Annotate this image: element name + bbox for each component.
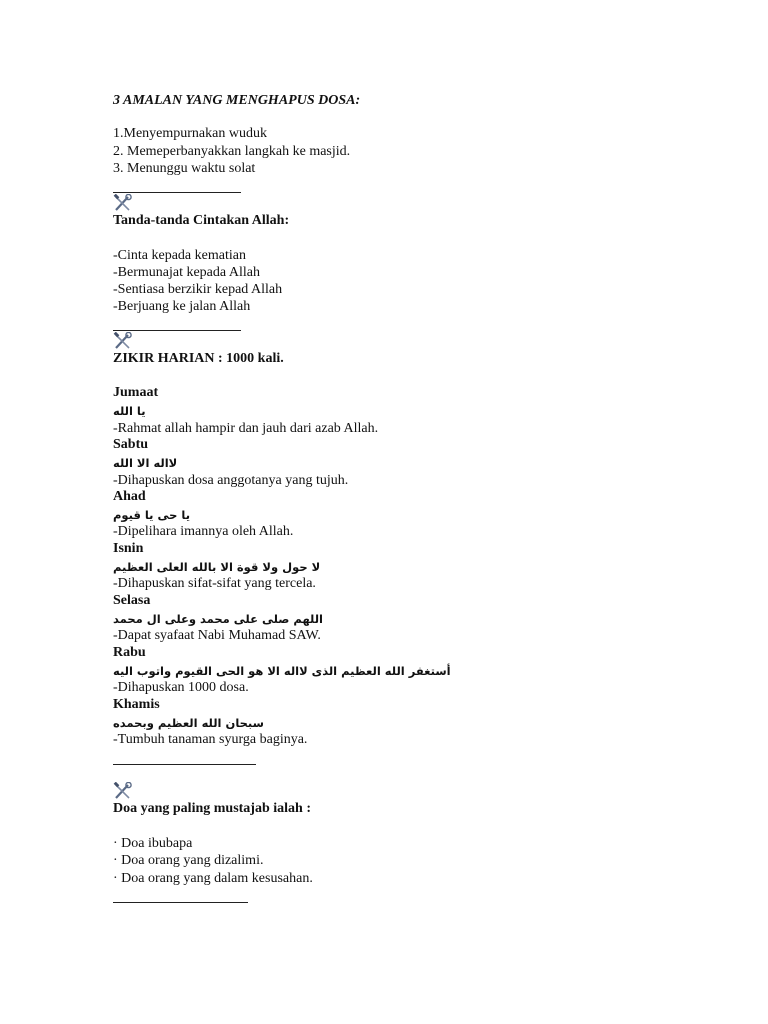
- zikir-day: Jumaat: [113, 385, 159, 400]
- amalan-item: 2. Memeperbanyakkan langkah ke masjid.: [113, 144, 351, 159]
- tools-icon: [113, 782, 133, 800]
- zikir-arabic: لااله الا الله: [113, 456, 178, 470]
- zikir-benefit: -Dihapuskan dosa anggotanya yang tujuh.: [113, 473, 349, 488]
- zikir-day: Selasa: [113, 593, 151, 608]
- divider: [113, 902, 248, 903]
- zikir-arabic: سبحان الله العظيم وبحمده: [113, 716, 264, 730]
- zikir-day: Khamis: [113, 697, 160, 712]
- doa-item: · Doa ibubapa: [113, 836, 193, 851]
- doa-item: · Doa orang yang dizalimi.: [113, 853, 264, 868]
- zikir-benefit: -Tumbuh tanaman syurga baginya.: [113, 732, 308, 747]
- zikir-day: Ahad: [113, 489, 146, 504]
- tools-icon: [113, 194, 133, 212]
- tools-icon: [113, 332, 133, 350]
- cinta-heading: Tanda-tanda Cintakan Allah:: [113, 213, 290, 228]
- cinta-item: -Bermunajat kepada Allah: [113, 265, 260, 280]
- zikir-benefit: -Dihapuskan sifat-sifat yang tercela.: [113, 576, 316, 591]
- zikir-day: Sabtu: [113, 437, 149, 452]
- zikir-day: Isnin: [113, 541, 144, 556]
- zikir-arabic: لا حول ولا قوة الا بالله العلى العظيم: [113, 560, 321, 574]
- doa-heading: Doa yang paling mustajab ialah :: [113, 801, 311, 816]
- divider: [113, 192, 241, 193]
- zikir-heading: ZIKIR HARIAN : 1000 kali.: [113, 351, 284, 366]
- zikir-benefit: -Dipelihara imannya oleh Allah.: [113, 524, 294, 539]
- zikir-day: Rabu: [113, 645, 146, 660]
- zikir-benefit: -Dihapuskan 1000 dosa.: [113, 680, 249, 695]
- cinta-item: -Berjuang ke jalan Allah: [113, 299, 251, 314]
- cinta-item: -Cinta kepada kematian: [113, 248, 246, 263]
- zikir-arabic: يا الله: [113, 404, 146, 418]
- zikir-benefit: -Rahmat allah hampir dan jauh dari azab Allah.: [113, 421, 379, 436]
- divider: [113, 764, 256, 765]
- zikir-benefit: -Dapat syafaat Nabi Muhamad SAW.: [113, 628, 321, 643]
- page-title: 3 AMALAN YANG MENGHAPUS DOSA:: [113, 93, 361, 108]
- zikir-arabic: أستغفر الله العظيم الذى لااله الا هو الحى القيوم واتوب اليه: [113, 664, 451, 678]
- amalan-item: 3. Menunggu waktu solat: [113, 161, 256, 176]
- doa-item: · Doa orang yang dalam kesusahan.: [113, 871, 313, 886]
- cinta-item: -Sentiasa berzikir kepad Allah: [113, 282, 283, 297]
- zikir-arabic: اللهم صلى على محمد وعلى ال محمد: [113, 612, 323, 626]
- zikir-arabic: يا حى يا قيوم: [113, 508, 191, 522]
- amalan-item: 1.Menyempurnakan wuduk: [113, 126, 267, 141]
- divider: [113, 330, 241, 331]
